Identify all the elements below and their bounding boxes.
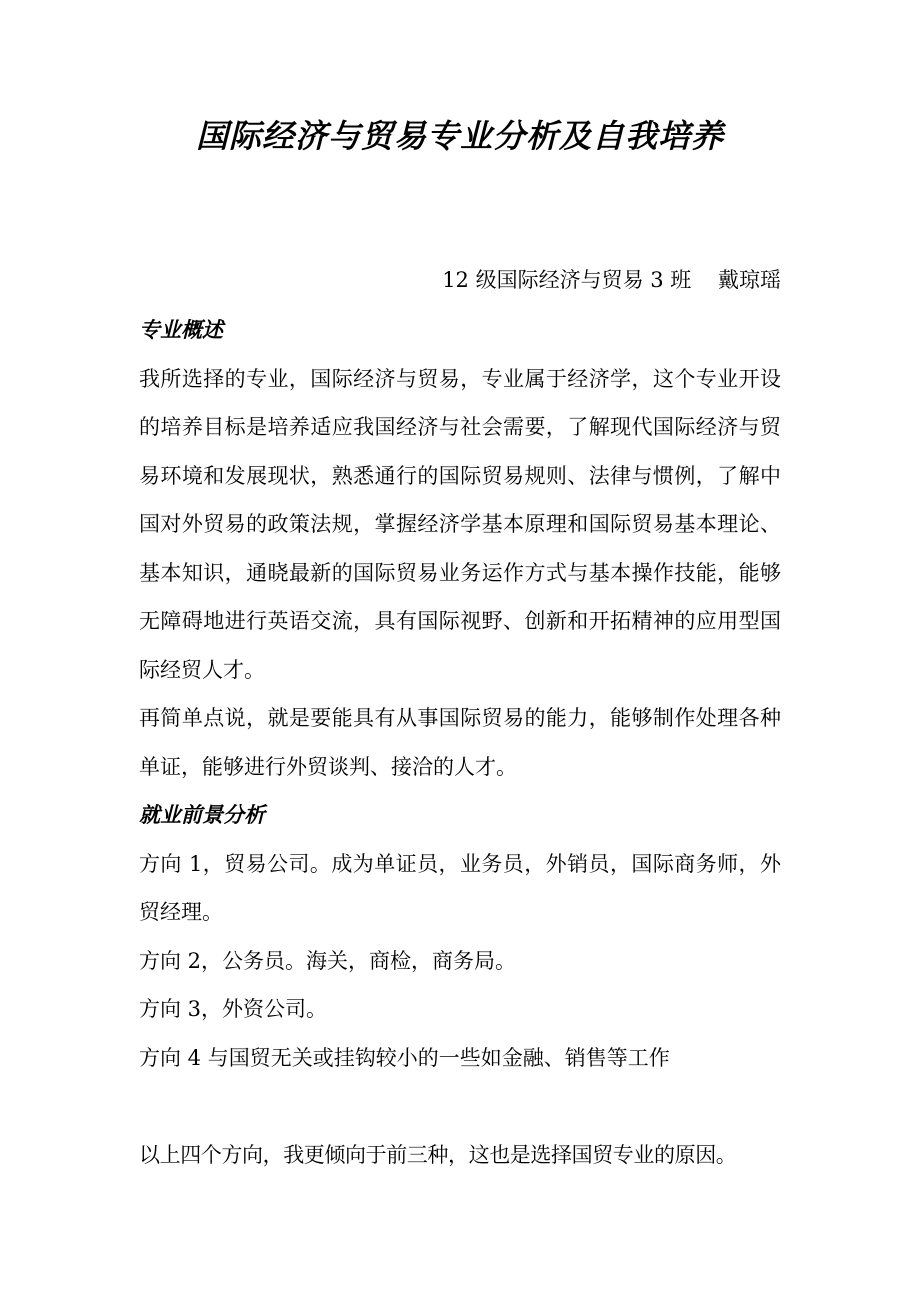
overview-paragraph-2: 再简单点说，就是要能具有从事国际贸易的能力，能够制作处理各种单证，能够进行外贸谈判、接洽的人才。 [139,706,781,779]
overview-paragraph-1: 我所选择的专业，国际经济与贸易，专业属于经济学，这个专业开设的培养目标是培养适应我国经济与社会需要，了解现代国际经济与贸易环境和发展现状，熟悉通行的国际贸易规则、法律与惯例，了解中国对外贸易的政策法规，掌握经济学基本原理和国际贸易基本理论、基本知识，通晓最新的国际贸易业务运作方式与基本操作技能，能够无障碍地进行英语交流，具有国际视野、创新和开拓精神的应用型国际经贸人才。 [139,366,781,682]
document-title: 国际经济与贸易专业分析及自我培养 [195,117,724,155]
section-heading-prospects: 就业前景分析 [139,802,265,827]
direction-4-paragraph: 方向 4 与国贸无关或挂钩较小的一些如金融、销售等工作 [139,1045,670,1070]
section-heading-overview: 专业概述 [139,317,223,342]
author-line: 12 级国际经济与贸易 3 班 戴琼瑶 [442,268,781,292]
direction-1-paragraph: 方向 1，贸易公司。成为单证员，业务员，外销员，国际商务师，外贸经理。 [139,851,781,924]
blank-line [139,1082,781,1131]
closing-paragraph: 以上四个方向，我更倾向于前三种，这也是选择国贸专业的原因。 [139,1142,737,1167]
document-body [139,306,781,1179]
direction-2-paragraph: 方向 2，公务员。海关，商检，商务局。 [139,948,517,973]
direction-3-paragraph: 方向 3，外资公司。 [139,997,328,1021]
